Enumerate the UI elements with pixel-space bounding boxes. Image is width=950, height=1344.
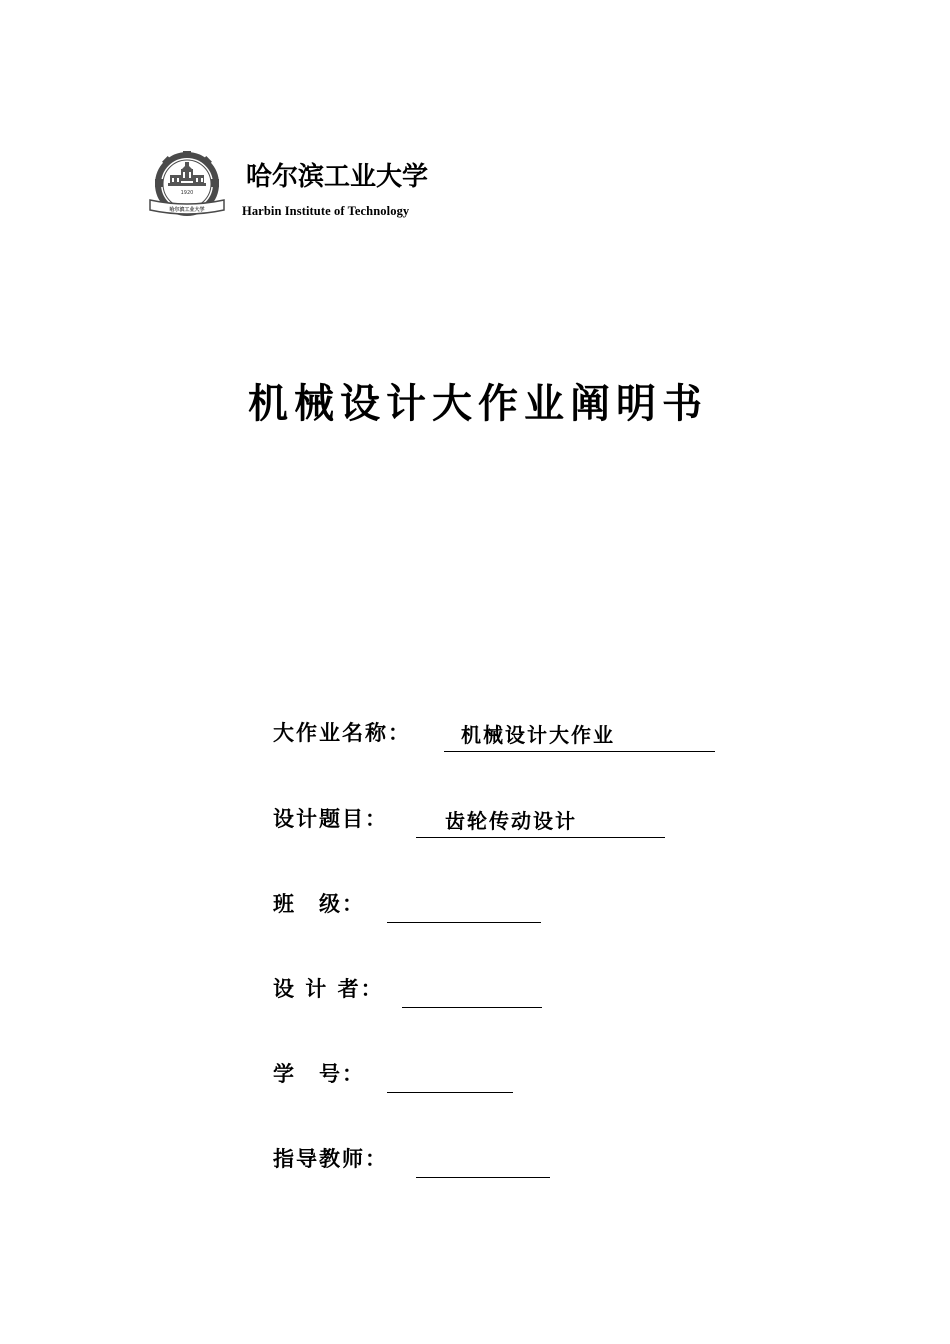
field-underline: [444, 751, 715, 752]
field-designer: [273, 974, 553, 1008]
field-student-id: [273, 1059, 533, 1093]
field-label: 设计题目：: [273, 807, 388, 831]
university-name-calligraphy: [246, 158, 432, 192]
field-assignment-name: [273, 718, 723, 752]
field-label: 班 级：: [273, 892, 365, 916]
emblem-year: 1920: [180, 190, 194, 196]
field-label: 设 计 者：: [273, 977, 384, 1001]
university-emblem-logo: [148, 150, 226, 220]
field-underline: [416, 1177, 550, 1178]
svg-text:哈尔滨工业大学: 哈尔滨工业大学: [246, 162, 429, 192]
field-underline: [387, 922, 541, 923]
university-name-english: Harbin Institute of Technology: [242, 204, 410, 218]
field-class: [273, 889, 553, 923]
field-label: 指导教师：: [273, 1147, 388, 1171]
field-underline: [387, 1092, 513, 1093]
field-instructor: [273, 1144, 563, 1178]
field-design-topic: [273, 804, 673, 838]
document-title: 机械设计大作业阐明书: [248, 381, 708, 427]
field-value: 齿轮传动设计: [445, 809, 577, 833]
field-value: 机械设计大作业: [461, 723, 615, 747]
field-underline: [416, 837, 665, 838]
field-underline: [402, 1007, 542, 1008]
field-label: 大作业名称：: [273, 721, 411, 745]
field-label: 学 号：: [273, 1062, 365, 1086]
emblem-caption: 哈尔滨工业大学: [169, 207, 205, 213]
